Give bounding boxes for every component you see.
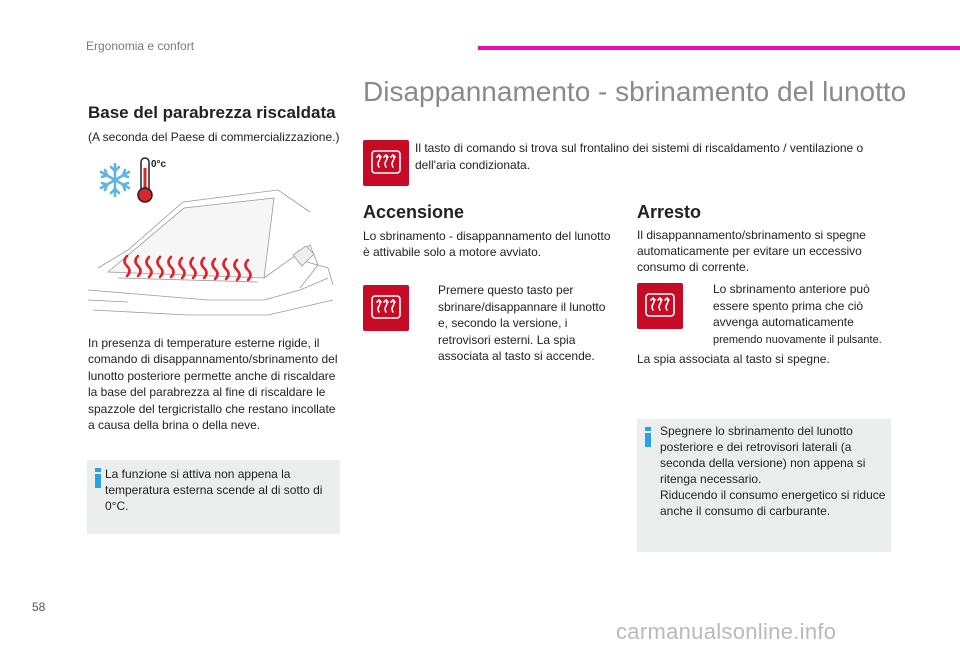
page-title: Disappannamento - sbrinamento del lunotto bbox=[363, 76, 907, 107]
arresto-instruction bbox=[713, 281, 891, 348]
defrost-button-icon bbox=[363, 285, 409, 331]
snowflake-icon bbox=[101, 164, 129, 196]
defrost-button-icon bbox=[637, 283, 683, 329]
watermark: carmanualsonline.info bbox=[616, 619, 837, 644]
info-icon bbox=[645, 427, 651, 447]
defrost-button-icon bbox=[363, 140, 409, 186]
accensione-instruction: Premere questo tasto per sbrinare/disappannare il lunotto e, secondo la versione, i retrovisori esterni. La spia associata al tasto si accende. bbox=[438, 283, 606, 363]
header-accent-bar bbox=[478, 46, 960, 50]
arresto-instruction-tail: premendo nuovamente il pulsante. bbox=[713, 333, 882, 346]
info-box-energy-tip bbox=[637, 419, 891, 552]
accensione-description: Lo sbrinamento - disappannamento del lunotto è attivabile solo a motore avviato. bbox=[363, 229, 611, 260]
page-number: 58 bbox=[32, 600, 46, 614]
intro-text: Il tasto di comando si trova sul frontalino dei sistemi di riscaldamento / ventilazione o dell'aria condizionata. bbox=[415, 141, 864, 172]
energy-tip-text bbox=[660, 423, 886, 519]
arresto-instruction-main: Lo sbrinamento anteriore può essere spento prima che ciò avvenga automaticamente bbox=[713, 282, 870, 329]
arresto-indicator-off: La spia associata al tasto si spegne. bbox=[637, 352, 830, 366]
heated-windscreen-subtitle: (A seconda del Paese di commercializzazione.) bbox=[88, 130, 340, 144]
heated-windscreen-title: Base del parabrezza riscaldata bbox=[88, 103, 336, 122]
info-icon bbox=[95, 468, 101, 488]
thermometer-icon bbox=[138, 158, 152, 202]
heated-windscreen-description: In presenza di temperature esterne rigide, il comando di disappannamento/sbrinamento del lunotto posteriore permette anche di riscaldare la base del parabrezza al fine di riscaldare le spazzole del tergicristallo che restano incollate a causa della brina o della neve. bbox=[88, 336, 338, 433]
energy-tip-line2: Riducendo il consumo energetico si riduce anche il consumo di carburante. bbox=[660, 488, 886, 518]
section-header: Ergonomia e confort bbox=[86, 39, 195, 53]
arresto-description: Il disappannamento/sbrinamento si spegne automaticamente per evitare un eccessivo consumo di corrente. bbox=[637, 228, 866, 275]
section-title-accensione: Accensione bbox=[363, 202, 465, 222]
windscreen-illustration bbox=[88, 150, 338, 325]
energy-tip-line1: Spegnere lo sbrinamento del lunotto posteriore e dei retrovisori laterali (a seconda della versione) non appena si ritenga necessario. bbox=[660, 424, 866, 486]
info-box-activation bbox=[87, 460, 340, 534]
section-title-arresto: Arresto bbox=[637, 202, 702, 222]
info-text-activation: La funzione si attiva non appena la temperatura esterna scende al di sotto di 0°C. bbox=[105, 467, 323, 513]
temperature-label: 0°c bbox=[151, 159, 167, 170]
